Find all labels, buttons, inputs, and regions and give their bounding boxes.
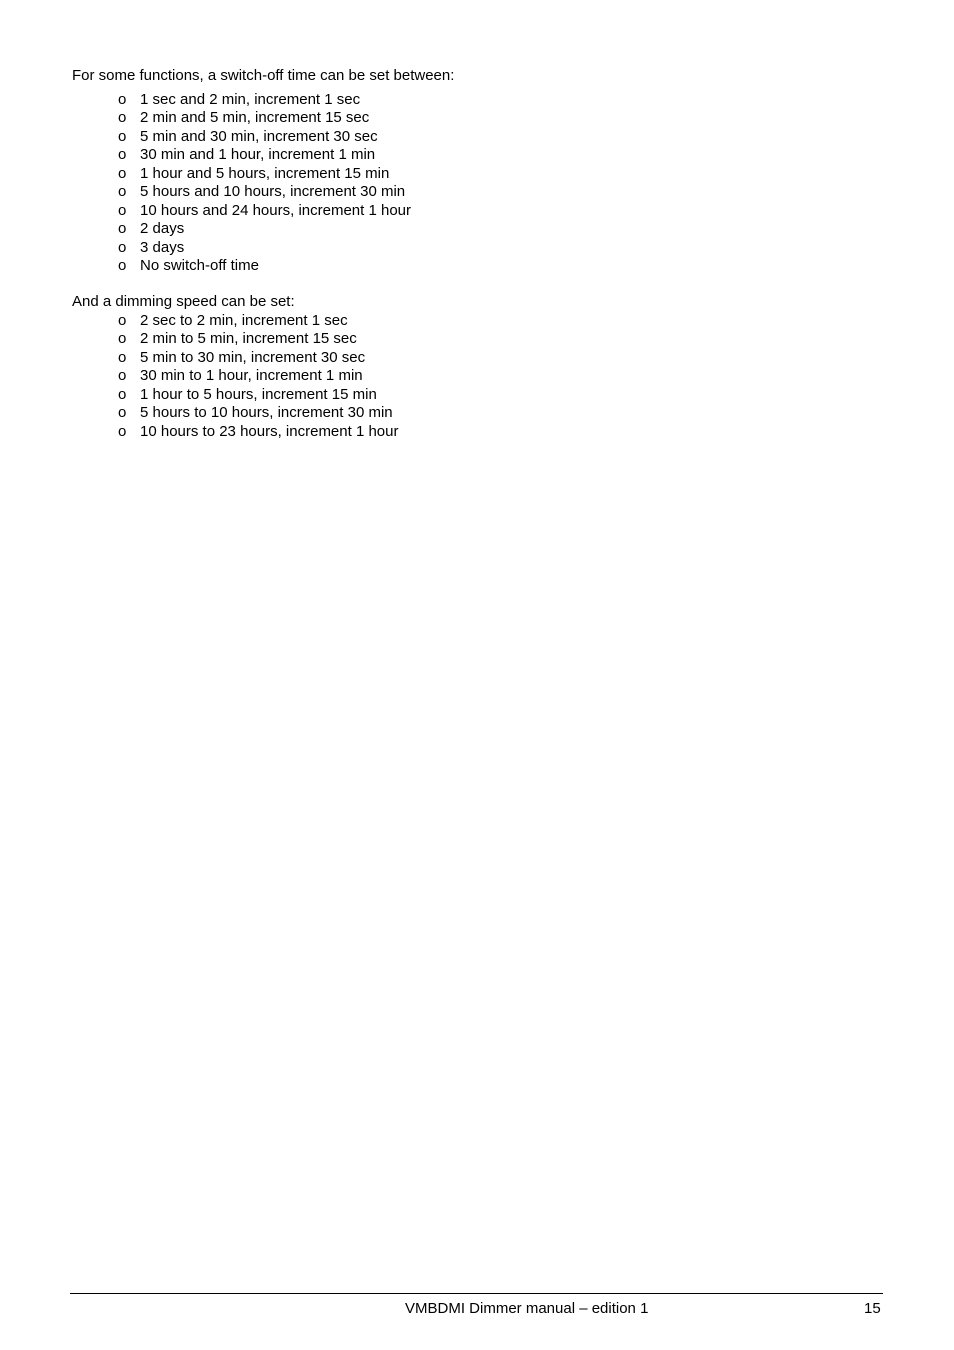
switch-off-intro: For some functions, a switch-off time can be set between:: [72, 67, 455, 84]
list-item-text: 10 hours to 23 hours, increment 1 hour: [140, 422, 399, 440]
list-item-text: 2 min and 5 min, increment 15 sec: [140, 109, 370, 127]
bullet-icon: o: [118, 385, 127, 403]
bullet-icon: o: [118, 127, 127, 145]
list-item-text: 5 hours and 10 hours, increment 30 min: [140, 183, 406, 201]
footer-page-number: 15: [864, 1300, 881, 1317]
list-item-text: 2 sec to 2 min, increment 1 sec: [140, 312, 348, 329]
list-item-text: 2 min to 5 min, increment 15 sec: [140, 330, 357, 348]
bullet-icon: o: [118, 238, 127, 256]
list-item-text: 5 min and 30 min, increment 30 sec: [140, 127, 378, 145]
list-item-text: 1 hour to 5 hours, increment 15 min: [140, 385, 377, 403]
list-item-text: 1 sec and 2 min, increment 1 sec: [140, 91, 361, 108]
bullet-icon: o: [118, 109, 127, 127]
dimming-speed-intro: And a dimming speed can be set:: [72, 293, 295, 310]
list-item-text: 30 min to 1 hour, increment 1 min: [140, 367, 363, 385]
bullet-icon: o: [118, 348, 127, 366]
bullet-icon: o: [118, 164, 127, 182]
bullet-icon: o: [118, 422, 127, 440]
footer-document-title: VMBDMI Dimmer manual – edition 1: [405, 1300, 649, 1317]
list-item-text: 1 hour and 5 hours, increment 15 min: [140, 164, 390, 182]
bullet-icon: o: [118, 146, 127, 164]
list-item-text: 2 days: [140, 220, 185, 238]
list-item-text: 5 hours to 10 hours, increment 30 min: [140, 404, 393, 422]
bullet-icon: o: [118, 220, 127, 238]
bullet-icon: o: [118, 91, 127, 108]
bullet-icon: o: [118, 201, 127, 219]
bullet-icon: o: [118, 183, 127, 201]
footer-divider: [70, 1293, 883, 1294]
bullet-icon: o: [118, 330, 127, 348]
bullet-icon: o: [118, 312, 127, 329]
list-item-text: 5 min to 30 min, increment 30 sec: [140, 348, 366, 366]
list-item-text: No switch-off time: [140, 256, 259, 274]
list-item-text: 30 min and 1 hour, increment 1 min: [140, 146, 376, 164]
bullet-icon: o: [118, 404, 127, 422]
list-item-text: 10 hours and 24 hours, increment 1 hour: [140, 201, 412, 219]
bullet-icon: o: [118, 367, 127, 385]
list-item-text: 3 days: [140, 238, 185, 256]
bullet-icon: o: [118, 256, 127, 274]
